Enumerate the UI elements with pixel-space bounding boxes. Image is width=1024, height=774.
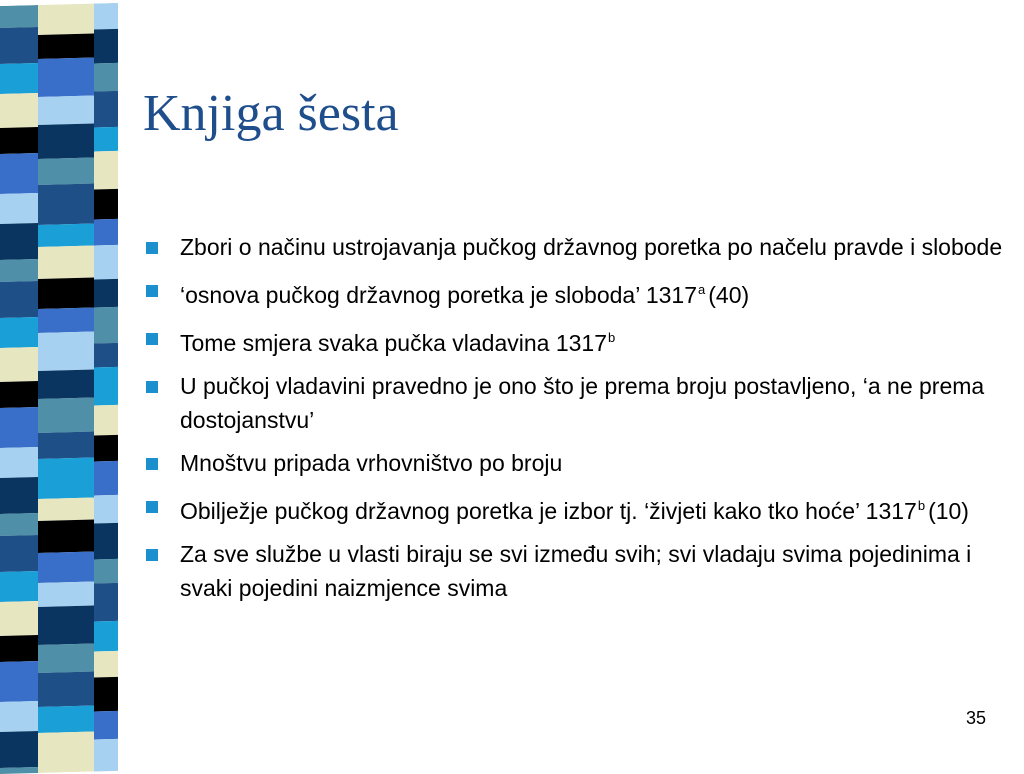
stripe-block	[38, 4, 94, 35]
stripe-block	[0, 767, 38, 774]
bullet-suffix: (40)	[708, 282, 750, 308]
stripe-block	[38, 706, 94, 733]
bullet-text: Zbori o načinu ustrojavanja pučkog državnog poretka po načelu pravde i slobode	[180, 234, 1003, 260]
stripe-block	[38, 332, 94, 371]
page-number: 35	[965, 708, 986, 728]
stripe-block	[94, 435, 118, 462]
stripe-block	[0, 635, 38, 662]
decorative-stripes	[0, 3, 118, 774]
stripe-block	[0, 661, 38, 702]
stripe-block	[94, 621, 118, 652]
stripe-block	[94, 189, 118, 220]
bullet-text: ‘osnova pučkog državnog poretka je sloboda’ 1317	[180, 282, 698, 308]
bullet-item	[143, 537, 1003, 605]
stripe-block	[0, 571, 38, 602]
stripe-block	[94, 127, 118, 152]
stripe-block	[0, 731, 38, 768]
stripe-block	[38, 184, 94, 225]
stripe-block	[38, 58, 94, 97]
stripe-block	[94, 91, 118, 128]
stripe-block	[94, 245, 118, 280]
stripe-block	[38, 732, 94, 773]
stripe-block	[94, 461, 118, 496]
stripe-block	[38, 644, 94, 673]
bullet-item	[143, 369, 1003, 437]
stripe-block	[0, 27, 38, 64]
bullet-item	[143, 321, 1003, 360]
slide-title: Knjiga šesta	[143, 85, 399, 142]
stripe-block	[38, 278, 94, 309]
stripe-block	[94, 677, 118, 712]
stripe-block	[0, 701, 38, 732]
stripe-block	[38, 520, 94, 553]
stripe-block	[0, 153, 38, 194]
square-bullet-icon	[146, 242, 158, 254]
stripe-block	[94, 559, 118, 584]
stripe-block	[0, 317, 38, 348]
stripe-block	[38, 124, 94, 159]
stripe-block	[94, 739, 118, 774]
stripe-block	[94, 711, 118, 740]
stripe-block	[38, 96, 94, 125]
bullet-text: U pučkoj vladavini pravedno je ono što je prema broju postavljeno, ‘a ne prema dostojanstvu’	[180, 373, 985, 433]
stripe-block	[38, 432, 94, 459]
stripe-block	[94, 651, 118, 678]
stripe-block	[94, 63, 118, 92]
superscript: b	[608, 330, 616, 345]
bullet-item	[143, 446, 1003, 480]
bullet-list	[143, 230, 1003, 614]
stripe-block	[0, 259, 38, 282]
stripe-block	[0, 347, 38, 382]
stripe-block	[38, 672, 94, 707]
stripe-block	[38, 498, 94, 521]
stripe-block	[94, 307, 118, 344]
bullet-item	[143, 230, 1003, 264]
stripe-block	[94, 151, 118, 190]
stripe-block	[94, 405, 118, 436]
stripe-block	[94, 583, 118, 622]
stripe-block	[94, 367, 118, 406]
stripe-block	[38, 246, 94, 279]
stripe-block	[38, 606, 94, 645]
stripe-block	[38, 370, 94, 399]
stripe-block	[38, 224, 94, 247]
stripe-block	[38, 552, 94, 583]
stripe-block	[94, 523, 118, 560]
stripe-block	[0, 127, 38, 154]
bullet-text: Tome smjera svaka pučka vladavina 1317	[180, 330, 608, 356]
bullet-text: Mnoštvu pripada vrhovništvo po broju	[180, 450, 563, 476]
bullet-item	[143, 489, 1003, 528]
stripe-block	[0, 193, 38, 224]
stripe-block	[0, 223, 38, 260]
stripe-block	[94, 3, 118, 30]
stripe-block	[38, 458, 94, 499]
stripe-block	[0, 281, 38, 318]
bullet-item	[143, 273, 1003, 312]
stripe-block	[94, 279, 118, 308]
stripe-block	[94, 343, 118, 368]
stripe-block	[0, 477, 38, 514]
stripe-block	[38, 158, 94, 185]
square-bullet-icon	[146, 381, 158, 393]
stripe-block	[38, 34, 94, 59]
bullet-text: Za sve službe u vlasti biraju se svi između svih; svi vladaju svima pojedinima i svaki pojedini naizmjence svima	[180, 541, 972, 601]
square-bullet-icon	[146, 501, 158, 513]
stripe-block	[0, 5, 38, 28]
stripe-block	[0, 407, 38, 448]
stripe-block	[0, 93, 38, 128]
stripe-block	[0, 535, 38, 572]
stripe-block	[38, 398, 94, 433]
stripe-block	[0, 63, 38, 94]
bullet-text: Obilježje pučkog državnog poretka je izbor tj. ‘živjeti kako tko hoće’ 1317	[180, 498, 917, 524]
stripe-block	[0, 447, 38, 478]
square-bullet-icon	[146, 333, 158, 345]
stripe-block	[94, 219, 118, 246]
superscript: b	[917, 498, 926, 513]
square-bullet-icon	[146, 549, 158, 561]
square-bullet-icon	[146, 285, 158, 297]
stripe-block	[94, 29, 118, 64]
superscript: a	[698, 282, 706, 297]
stripe-block	[38, 308, 94, 333]
stripe-block	[0, 513, 38, 536]
stripe-block	[0, 381, 38, 408]
square-bullet-icon	[146, 458, 158, 470]
bullet-suffix: (10)	[928, 498, 969, 524]
stripe-block	[0, 601, 38, 636]
stripe-block	[38, 582, 94, 607]
stripe-block	[94, 495, 118, 524]
